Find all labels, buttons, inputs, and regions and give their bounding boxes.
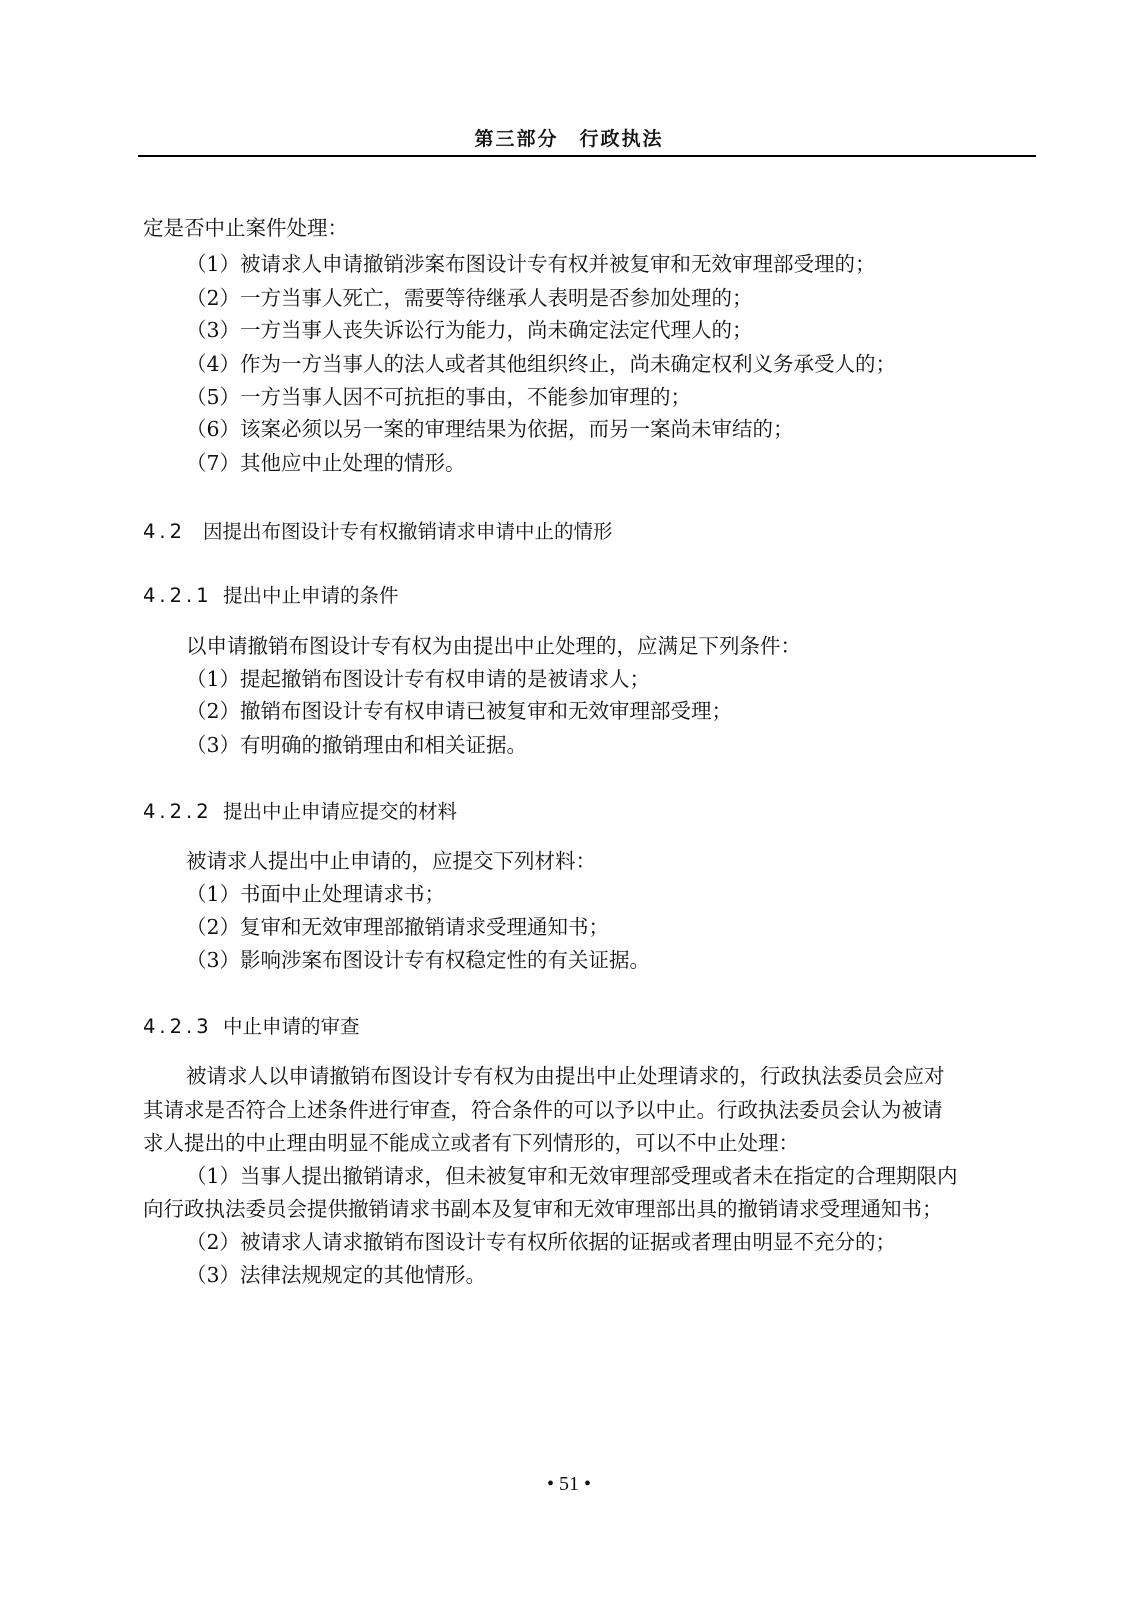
list-item: （4）作为一方当事人的法人或者其他组织终止，尚未确定权利义务承受人的； [186, 352, 897, 376]
list-item: （2）被请求人请求撤销布图设计专有权所依据的证据或者理由明显不充分的； [186, 1230, 897, 1254]
section-title: 提出中止申请的条件 [223, 584, 399, 607]
list-item: （6）该案必须以另一案的审理结果为依据，而另一案尚未审结的； [186, 417, 794, 441]
list-item: （3）法律法规规定的其他情形。 [186, 1263, 487, 1287]
list-item: （2）一方当事人死亡，需要等待继承人表明是否参加处理的； [186, 286, 753, 310]
paragraph-line: 其请求是否符合上述条件进行审查，符合条件的可以予以中止。行政执法委员会认为被请 [143, 1098, 943, 1122]
list-item: （1）被请求人申请撤销涉案布图设计专有权并被复审和无效审理部受理的； [186, 252, 876, 276]
paragraph-line: 被请求人以申请撤销布图设计专有权为由提出中止处理请求的，行政执法委员会应对 [186, 1064, 945, 1088]
intro-lead: 定是否中止案件处理： [143, 216, 348, 240]
section-title: 中止申请的审查 [223, 1015, 360, 1038]
section-number: 4.2.2 [143, 800, 213, 823]
list-item: （1）书面中止处理请求书； [186, 882, 446, 906]
section-number: 4.2 [143, 520, 187, 543]
list-item: （5）一方当事人因不可抗拒的事由，不能参加审理的； [186, 385, 692, 409]
list-item: （2）复审和无效审理部撤销请求受理通知书； [186, 915, 610, 939]
paragraph-lead: 被请求人提出中止申请的，应提交下列材料： [186, 849, 596, 873]
paragraph-line: 求人提出的中止理由明显不能成立或者有下列情形的，可以不中止处理： [143, 1131, 799, 1155]
section-number: 4.2.3 [143, 1015, 213, 1038]
section-title: 提出中止申请应提交的材料 [223, 800, 458, 823]
section-heading-4-2-3 [143, 1013, 360, 1041]
header-divider [138, 155, 1036, 157]
list-item: （3）有明确的撤销理由和相关证据。 [186, 733, 528, 757]
section-title: 因提出布图设计专有权撤销请求申请中止的情形 [203, 520, 613, 543]
list-item-continued: 向行政执法委员会提供撤销请求书副本及复审和无效审理部出具的撤销请求受理通知书； [143, 1197, 943, 1221]
page-number: • 51 • [546, 1473, 591, 1495]
list-item: （1）当事人提出撤销请求，但未被复审和无效审理部受理或者未在指定的合理期限内 [186, 1164, 958, 1188]
list-item: （2）撤销布图设计专有权申请已被复审和无效审理部受理； [186, 699, 733, 723]
list-item: （1）提起撤销布图设计专有权申请的是被请求人； [186, 667, 651, 691]
list-item: （7）其他应中止处理的情形。 [186, 451, 466, 475]
section-heading-4-2-2 [143, 798, 457, 826]
list-item: （3）一方当事人丧失诉讼行为能力，尚未确定法定代理人的； [186, 318, 753, 342]
section-heading-4-2-1 [143, 582, 399, 610]
section-number: 4.2.1 [143, 584, 213, 607]
paragraph-lead: 以申请撤销布图设计专有权为由提出中止处理的，应满足下列条件： [186, 634, 801, 658]
section-heading-4-2 [143, 518, 613, 546]
list-item: （3）影响涉案布图设计专有权稳定性的有关证据。 [186, 948, 651, 972]
header-title: 第三部分 行政执法 [474, 128, 664, 150]
